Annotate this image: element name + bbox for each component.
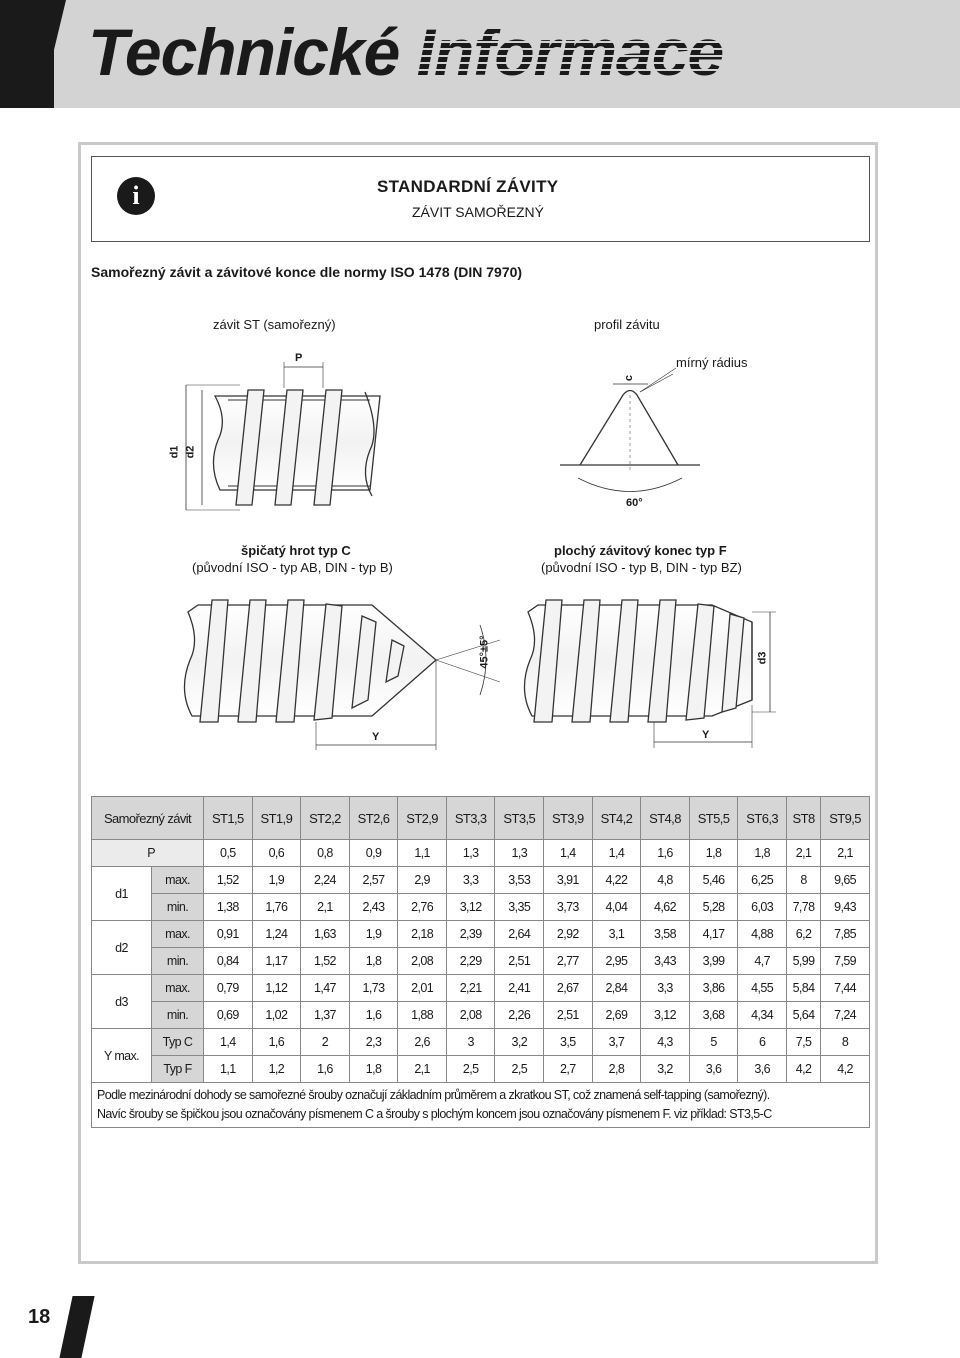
- thread-profile-drawing: [560, 368, 700, 492]
- table-cell: 4,2: [786, 1056, 820, 1083]
- table-cell: 1,6: [641, 840, 690, 867]
- title-word-2: Informace: [416, 15, 724, 89]
- row-group-label: d1: [92, 867, 152, 921]
- table-cell: 1,9: [252, 867, 301, 894]
- table-cell: 5,99: [786, 948, 820, 975]
- type-f-drawing: [524, 600, 776, 748]
- table-cell: 0,9: [349, 840, 398, 867]
- table-cell: 2,67: [544, 975, 593, 1002]
- angle-label: 60°: [626, 497, 643, 509]
- column-header: ST4,8: [641, 797, 690, 840]
- row-sub-label: max.: [152, 867, 204, 894]
- table-cell: 9,65: [821, 867, 870, 894]
- table-cell: 3,73: [544, 894, 593, 921]
- table-cell: 1,63: [301, 921, 350, 948]
- table-note-row: [92, 1083, 870, 1128]
- table-cell: 3,53: [495, 867, 544, 894]
- column-header: ST3,9: [544, 797, 593, 840]
- table-cell: 2,84: [592, 975, 641, 1002]
- table-cell: 1,8: [738, 840, 787, 867]
- table-cell: 1,88: [398, 1002, 447, 1029]
- table-cell: 2,1: [786, 840, 820, 867]
- table-cell: 2,1: [398, 1056, 447, 1083]
- table-cell: 5,46: [689, 867, 738, 894]
- table-cell: 1,6: [349, 1002, 398, 1029]
- table-cell: 0,8: [301, 840, 350, 867]
- table-cell: 3,58: [641, 921, 690, 948]
- table-cell: 4,8: [641, 867, 690, 894]
- table-cell: 2,24: [301, 867, 350, 894]
- page-number-bar: [59, 1296, 94, 1358]
- st-thread-drawing: [186, 362, 380, 510]
- table-cell: 3,2: [641, 1056, 690, 1083]
- d2-label: d2: [184, 445, 197, 459]
- page-number: 18: [28, 1306, 51, 1328]
- table-cell: 4,3: [641, 1029, 690, 1056]
- table-cell: 2,64: [495, 921, 544, 948]
- table-head-label: Samořezný závit: [92, 797, 204, 840]
- table-cell: 3,6: [689, 1056, 738, 1083]
- column-header: ST2,2: [301, 797, 350, 840]
- table-cell: 2,1: [301, 894, 350, 921]
- table-cell: 4,7: [738, 948, 787, 975]
- table-row: [92, 840, 870, 867]
- row-group-label: Y max.: [92, 1029, 152, 1083]
- table-cell: 3,7: [592, 1029, 641, 1056]
- table-cell: 1,73: [349, 975, 398, 1002]
- table-cell: 2,57: [349, 867, 398, 894]
- table-cell: 7,85: [821, 921, 870, 948]
- table-cell: 2,08: [398, 948, 447, 975]
- table-cell: 4,2: [821, 1056, 870, 1083]
- column-header: ST9,5: [821, 797, 870, 840]
- table-cell: 1,6: [252, 1029, 301, 1056]
- table-cell: 2,92: [544, 921, 593, 948]
- table-cell: 1,4: [592, 840, 641, 867]
- table-row: [92, 1056, 870, 1083]
- row-label: P: [92, 840, 204, 867]
- table-cell: 2,43: [349, 894, 398, 921]
- row-sub-label: max.: [152, 921, 204, 948]
- table-cell: 2: [301, 1029, 350, 1056]
- table-row: [92, 948, 870, 975]
- table-cell: 1,9: [349, 921, 398, 948]
- column-header: ST3,5: [495, 797, 544, 840]
- table-cell: 2,51: [544, 1002, 593, 1029]
- table-cell: 7,5: [786, 1029, 820, 1056]
- table-cell: 2,76: [398, 894, 447, 921]
- table-cell: 2,01: [398, 975, 447, 1002]
- table-cell: 1,3: [446, 840, 495, 867]
- table-cell: 3,2: [495, 1029, 544, 1056]
- table-cell: 6,25: [738, 867, 787, 894]
- table-cell: 6: [738, 1029, 787, 1056]
- table-cell: 7,44: [821, 975, 870, 1002]
- table-cell: 3,68: [689, 1002, 738, 1029]
- table-cell: 4,22: [592, 867, 641, 894]
- table-cell: 0,91: [204, 921, 253, 948]
- table-cell: 1,4: [544, 840, 593, 867]
- column-header: ST6,3: [738, 797, 787, 840]
- table-cell: 4,04: [592, 894, 641, 921]
- table-cell: 1,76: [252, 894, 301, 921]
- table-cell: 1,6: [301, 1056, 350, 1083]
- table-cell: 1,37: [301, 1002, 350, 1029]
- table-cell: 2,41: [495, 975, 544, 1002]
- type-c-subtitle: (původní ISO - typ AB, DIN - typ B): [192, 560, 393, 575]
- row-sub-label: min.: [152, 948, 204, 975]
- table-cell: 0,84: [204, 948, 253, 975]
- column-header: ST3,3: [446, 797, 495, 840]
- pitch-label: P: [295, 352, 303, 364]
- y-label-f: Y: [702, 729, 710, 741]
- table-cell: 2,1: [821, 840, 870, 867]
- tip-angle-label: 45°±5°: [478, 635, 491, 669]
- table-cell: 3,3: [641, 975, 690, 1002]
- table-cell: 0,69: [204, 1002, 253, 1029]
- table-cell: 7,59: [821, 948, 870, 975]
- table-row: [92, 1002, 870, 1029]
- table-cell: 1,52: [204, 867, 253, 894]
- d1-label: d1: [168, 445, 181, 459]
- table-cell: 4,17: [689, 921, 738, 948]
- table-cell: 1,3: [495, 840, 544, 867]
- type-f-title: plochý závitový konec typ F: [554, 543, 727, 558]
- row-group-label: d3: [92, 975, 152, 1029]
- table-cell: 3,6: [738, 1056, 787, 1083]
- table-row: [92, 975, 870, 1002]
- table-cell: 6,03: [738, 894, 787, 921]
- table-cell: 1,1: [398, 840, 447, 867]
- table-cell: 9,43: [821, 894, 870, 921]
- st-thread-label: závit ST (samořezný): [213, 317, 336, 332]
- table-cell: 1,52: [301, 948, 350, 975]
- table-cell: 2,95: [592, 948, 641, 975]
- type-c-title: špičatý hrot typ C: [241, 543, 351, 558]
- row-sub-label: Typ F: [152, 1056, 204, 1083]
- info-subtitle: ZÁVIT SAMOŘEZNÝ: [412, 204, 544, 220]
- section-title: Samořezný závit a závitové konce dle normy ISO 1478 (DIN 7970): [91, 264, 523, 280]
- table-cell: 1,02: [252, 1002, 301, 1029]
- table-cell: 4,88: [738, 921, 787, 948]
- table-cell: 1,8: [349, 948, 398, 975]
- column-header: ST5,5: [689, 797, 738, 840]
- table-cell: 5,28: [689, 894, 738, 921]
- table-cell: 2,77: [544, 948, 593, 975]
- table-cell: 2,3: [349, 1029, 398, 1056]
- table-cell: 4,55: [738, 975, 787, 1002]
- table-cell: 2,5: [495, 1056, 544, 1083]
- table-cell: 3,35: [495, 894, 544, 921]
- table-cell: 2,26: [495, 1002, 544, 1029]
- table-cell: 1,24: [252, 921, 301, 948]
- table-cell: 3,91: [544, 867, 593, 894]
- table-cell: 3,5: [544, 1029, 593, 1056]
- table-cell: 2,7: [544, 1056, 593, 1083]
- table-cell: 4,62: [641, 894, 690, 921]
- table-cell: 3,12: [446, 894, 495, 921]
- table-cell: 1,38: [204, 894, 253, 921]
- table-cell: 3,99: [689, 948, 738, 975]
- info-icon: i: [117, 177, 155, 215]
- radius-label: mírný rádius: [676, 355, 748, 370]
- table-cell: 2,9: [398, 867, 447, 894]
- c-label: c: [623, 374, 636, 382]
- table-cell: 6,2: [786, 921, 820, 948]
- table-cell: 1,17: [252, 948, 301, 975]
- table-cell: 1,8: [349, 1056, 398, 1083]
- table-row: [92, 921, 870, 948]
- column-header: ST8: [786, 797, 820, 840]
- type-f-subtitle: (původní ISO - typ B, DIN - typ BZ): [541, 560, 742, 575]
- table-cell: 2,6: [398, 1029, 447, 1056]
- column-header: ST4,2: [592, 797, 641, 840]
- table-cell: 1,12: [252, 975, 301, 1002]
- table-cell: 7,24: [821, 1002, 870, 1029]
- table-cell: 5: [689, 1029, 738, 1056]
- row-sub-label: min.: [152, 894, 204, 921]
- table-cell: 3,43: [641, 948, 690, 975]
- row-sub-label: min.: [152, 1002, 204, 1029]
- table-cell: 1,47: [301, 975, 350, 1002]
- table-cell: 3,86: [689, 975, 738, 1002]
- table-cell: 2,08: [446, 1002, 495, 1029]
- table-cell: 0,79: [204, 975, 253, 1002]
- column-header: ST1,5: [204, 797, 253, 840]
- table-cell: 1,2: [252, 1056, 301, 1083]
- note-line-2: Navíc šrouby se špičkou jsou označovány písmenem C a šrouby s plochým koncem jsou označovány písmenem F. viz příklad: ST3,5-C: [97, 1107, 772, 1121]
- table-row: [92, 867, 870, 894]
- table-cell: 3,3: [446, 867, 495, 894]
- table-cell: 2,8: [592, 1056, 641, 1083]
- table-cell: 2,69: [592, 1002, 641, 1029]
- table-cell: 2,51: [495, 948, 544, 975]
- table-cell: 5,84: [786, 975, 820, 1002]
- profile-label: profil závitu: [594, 317, 660, 332]
- table-cell: 0,6: [252, 840, 301, 867]
- row-sub-label: max.: [152, 975, 204, 1002]
- y-label-c: Y: [372, 731, 380, 743]
- row-group-label: d2: [92, 921, 152, 975]
- column-header: ST2,6: [349, 797, 398, 840]
- table-cell: 2,5: [446, 1056, 495, 1083]
- table-cell: 3: [446, 1029, 495, 1056]
- title-word-1: Technické: [88, 15, 400, 89]
- table-cell: 2,21: [446, 975, 495, 1002]
- table-cell: 1,4: [204, 1029, 253, 1056]
- table-cell: 3,12: [641, 1002, 690, 1029]
- table-cell: 3,1: [592, 921, 641, 948]
- note-line-1: Podle mezinárodní dohody se samořezné šrouby označují základním průměrem a zkratkou ST, což znamená self-tapping (samořezný).: [97, 1088, 770, 1102]
- table-cell: 1,8: [689, 840, 738, 867]
- type-c-drawing: [184, 600, 500, 750]
- table-cell: 1,1: [204, 1056, 253, 1083]
- table-cell: 8: [786, 867, 820, 894]
- info-title: STANDARDNÍ ZÁVITY: [377, 177, 559, 196]
- table-cell: 2,29: [446, 948, 495, 975]
- table-cell: 5,64: [786, 1002, 820, 1029]
- table-cell: 7,78: [786, 894, 820, 921]
- column-header: ST2,9: [398, 797, 447, 840]
- table-cell: 2,18: [398, 921, 447, 948]
- table-header-row: [92, 797, 870, 840]
- table-cell: 8: [821, 1029, 870, 1056]
- table-row: [92, 1029, 870, 1056]
- table-row: [92, 894, 870, 921]
- table-cell: 0,5: [204, 840, 253, 867]
- row-sub-label: Typ C: [152, 1029, 204, 1056]
- thread-dimensions-table: [91, 796, 870, 1128]
- table-cell: 4,34: [738, 1002, 787, 1029]
- column-header: ST1,9: [252, 797, 301, 840]
- d3-label: d3: [756, 651, 769, 665]
- table-note: [92, 1083, 870, 1128]
- table-cell: 2,39: [446, 921, 495, 948]
